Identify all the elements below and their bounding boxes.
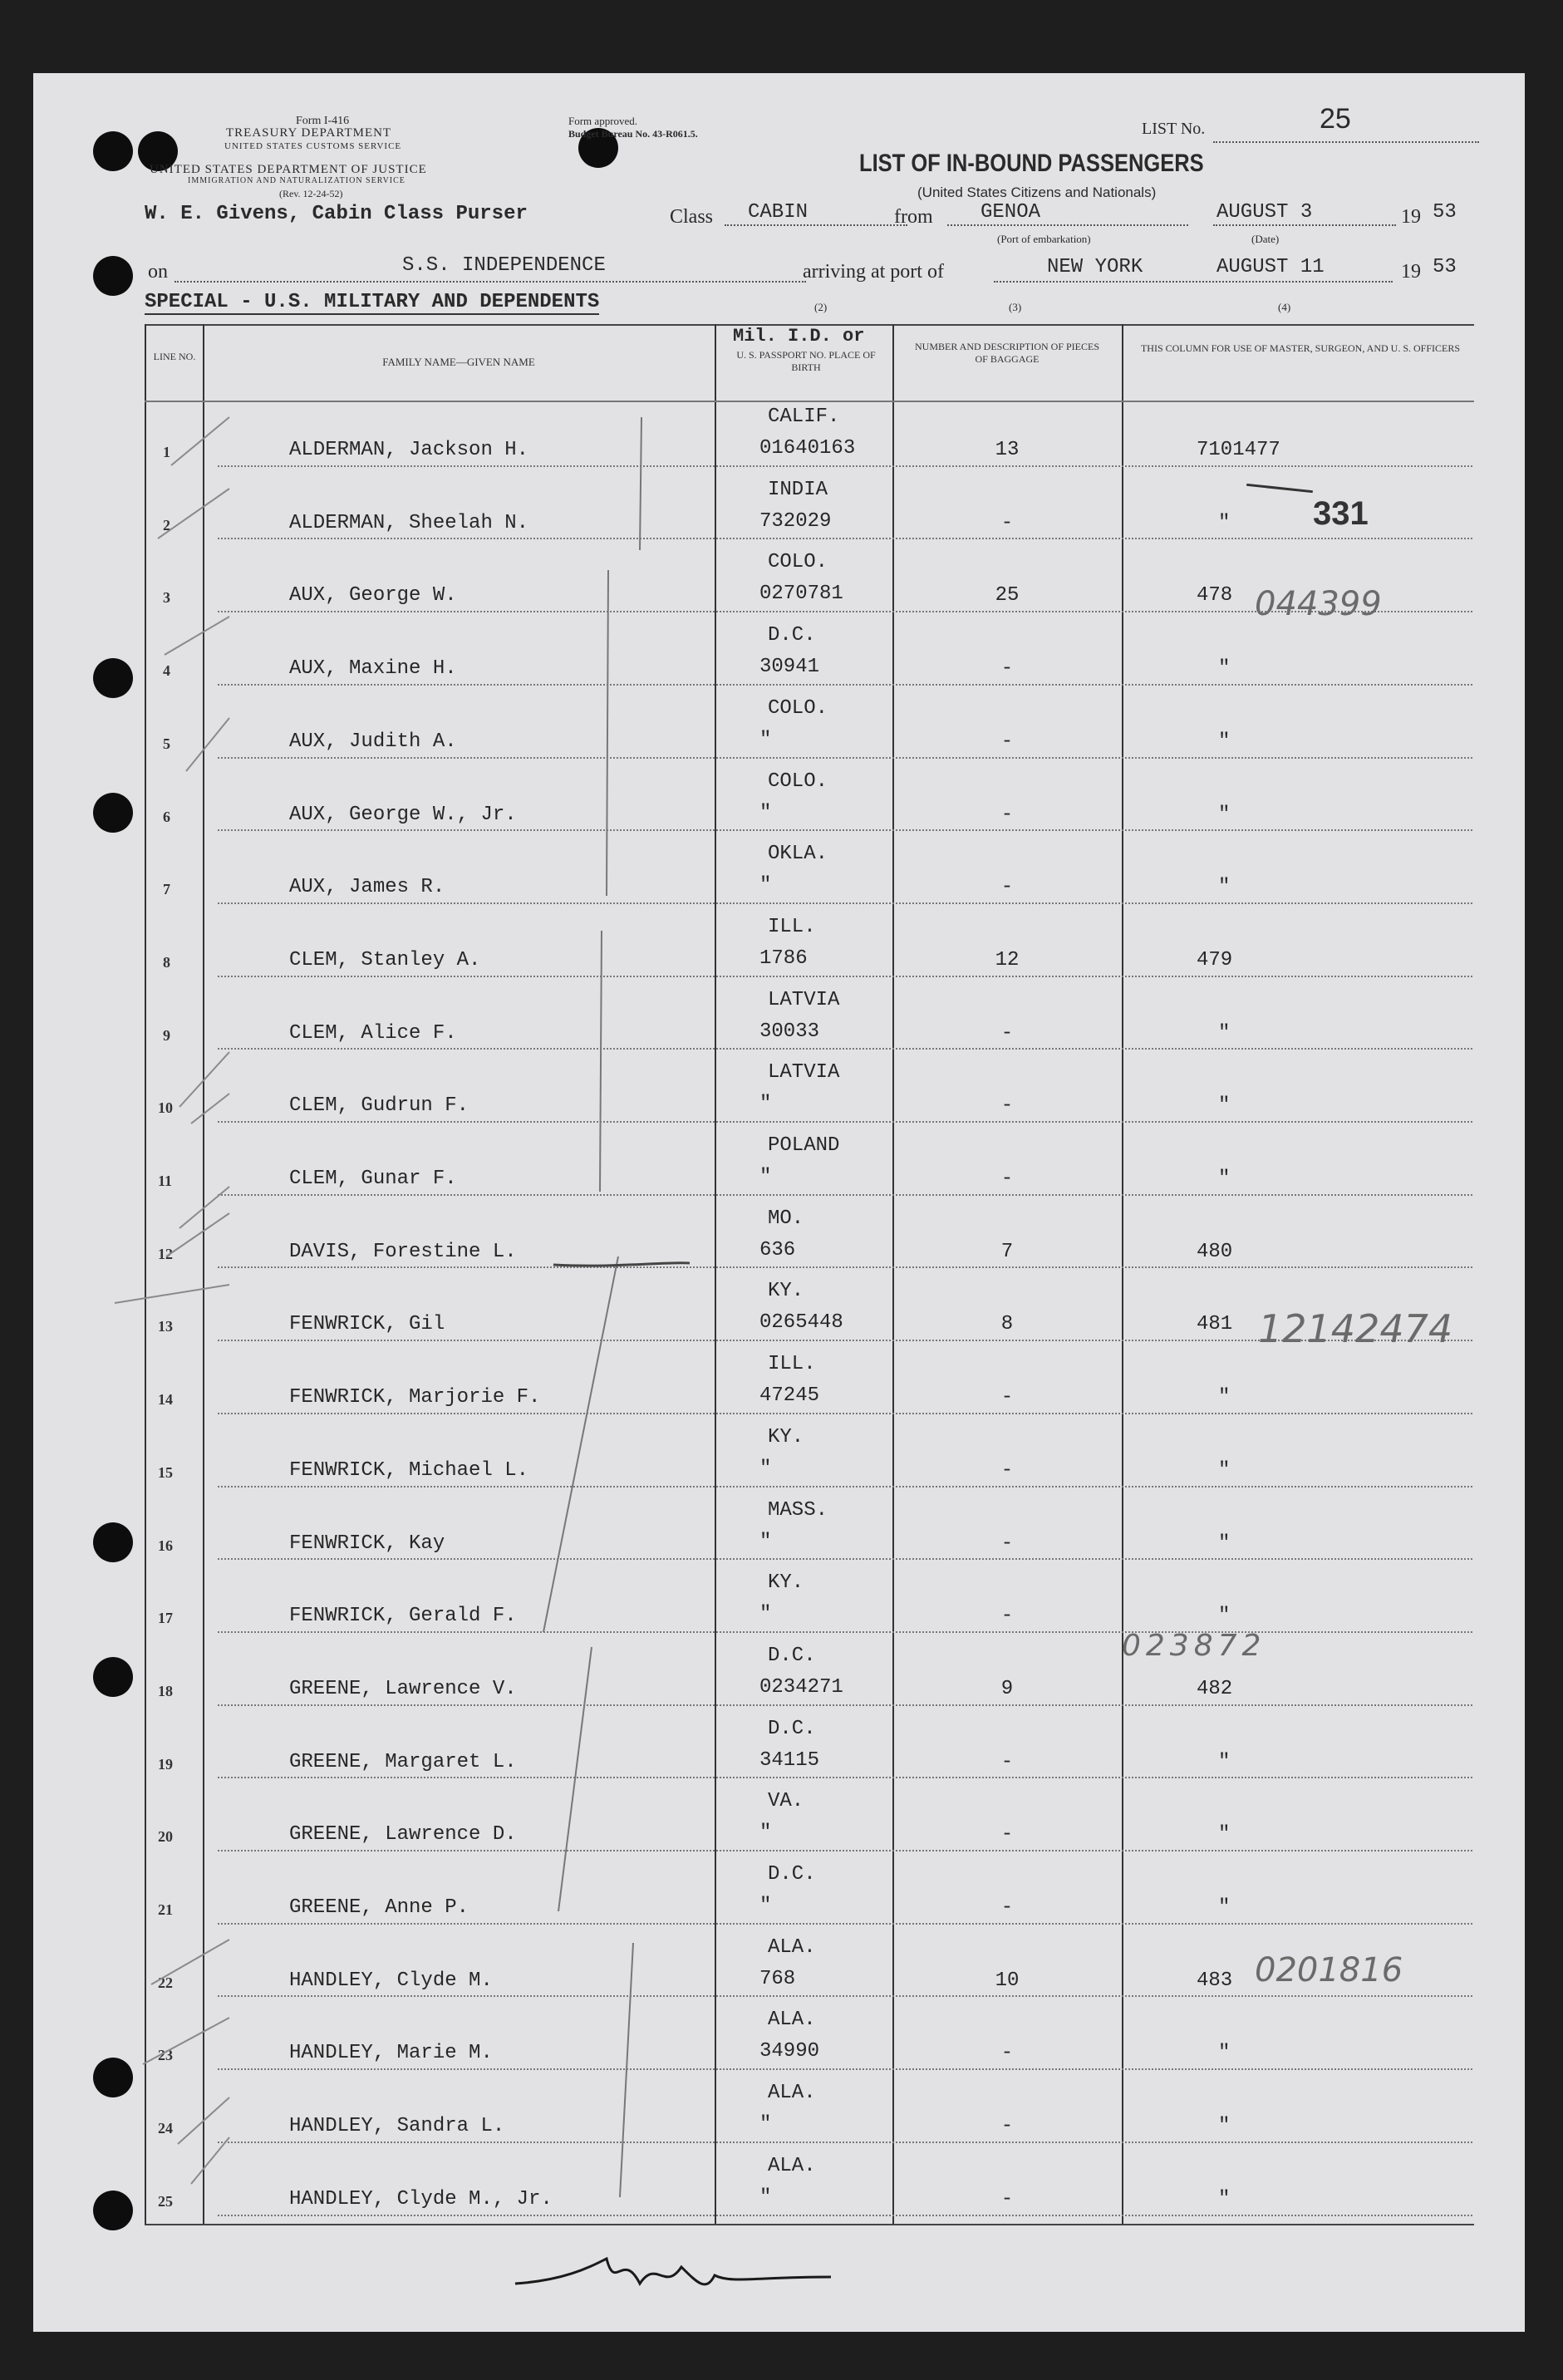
- place-of-birth: LATVIA: [768, 988, 840, 1011]
- passenger-name: HANDLEY, Marie M.: [289, 2042, 493, 2065]
- col-num-2: (2): [814, 301, 828, 313]
- passport-number: 30941: [759, 656, 820, 679]
- officer-entry: ": [1218, 1750, 1231, 1773]
- officer-entry: ": [1218, 657, 1231, 681]
- passport-number: ": [759, 1166, 772, 1188]
- passenger-name: GREENE, Lawrence V.: [289, 1677, 517, 1700]
- officer-entry: ": [1218, 2042, 1231, 2065]
- officer-entry: ": [1218, 511, 1231, 534]
- passenger-name: GREENE, Margaret L.: [289, 1750, 517, 1773]
- officer-entry: 482: [1197, 1677, 1233, 1700]
- passport-number: ": [759, 728, 772, 751]
- row-line-number: 7: [163, 881, 170, 898]
- treasury-dept: TREASURY DEPARTMENT: [226, 126, 392, 140]
- form-approved: Form approved.: [568, 115, 638, 127]
- handwritten-number: 0201816: [1255, 1951, 1403, 1989]
- officer-entry: 481: [1197, 1313, 1233, 1336]
- year-arrival: 53: [1433, 256, 1457, 278]
- row-line-number: 8: [163, 953, 170, 971]
- place-of-birth: D.C.: [768, 1717, 816, 1740]
- passport-number: 34115: [759, 1748, 820, 1772]
- passenger-name: CLEM, Alice F.: [289, 1021, 457, 1045]
- passport-number: ": [759, 874, 772, 897]
- row-line-number: 22: [158, 1974, 173, 1991]
- special-note: SPECIAL - U.S. MILITARY AND DEPENDENTS: [145, 291, 600, 313]
- baggage-count: -: [1000, 1823, 1014, 1846]
- passport-number: 47245: [759, 1384, 820, 1408]
- baggage-count: -: [1000, 876, 1014, 899]
- row-line-number: 24: [158, 2120, 173, 2137]
- row-line-number: 13: [158, 1318, 173, 1335]
- passenger-name: AUX, Judith A.: [289, 730, 457, 753]
- row-line-number: 19: [158, 1755, 173, 1773]
- place-of-birth: ILL.: [768, 915, 816, 938]
- signature: [499, 2234, 848, 2309]
- justice-dept: UNITED STATES DEPARTMENT OF JUSTICE: [150, 163, 427, 176]
- place-of-birth: CALIF.: [768, 406, 840, 428]
- passenger-name: AUX, James R.: [289, 876, 445, 899]
- page-title: LIST OF IN-BOUND PASSENGERS: [859, 150, 1204, 177]
- officer-entry: 7101477: [1197, 439, 1280, 461]
- passenger-name: ALDERMAN, Sheelah N.: [289, 511, 529, 534]
- form-number: Form I-416: [296, 115, 350, 127]
- page-subtitle: (United States Citizens and Nationals): [917, 184, 1157, 200]
- officer-entry: ": [1218, 1386, 1231, 1409]
- row-line-number: 12: [158, 1245, 173, 1262]
- baggage-count: 13: [995, 439, 1020, 461]
- place-of-birth: KY.: [768, 1571, 804, 1595]
- baggage-count: -: [1000, 2187, 1014, 2210]
- class-label: Class: [670, 206, 714, 228]
- ins-service: IMMIGRATION AND NATURALIZATION SERVICE: [188, 176, 405, 185]
- col-header-officers: THIS COLUMN FOR USE OF MASTER, SURGEON, AND U. S. OFFICERS: [1140, 342, 1461, 354]
- place-of-birth: VA.: [768, 1790, 804, 1813]
- passenger-name: AUX, George W.: [289, 584, 457, 607]
- passport-number: ": [759, 801, 772, 824]
- passport-number: ": [759, 1457, 772, 1480]
- row-line-number: 18: [158, 1682, 173, 1699]
- baggage-count: 8: [1000, 1313, 1014, 1336]
- passenger-name: ALDERMAN, Jackson H.: [289, 439, 529, 461]
- baggage-count: 7: [1000, 1240, 1014, 1263]
- baggage-count: 9: [1000, 1677, 1014, 1700]
- passenger-name: DAVIS, Forestine L.: [289, 1240, 517, 1263]
- passenger-name: CLEM, Stanley A.: [289, 948, 481, 971]
- year-prefix: 19: [1401, 206, 1421, 228]
- officer-entry: ": [1218, 876, 1231, 899]
- handwritten-number: 044399: [1255, 585, 1382, 623]
- col-header-line: LINE NO.: [153, 351, 196, 362]
- class-value: CABIN: [748, 201, 809, 224]
- place-of-birth: INDIA: [768, 478, 828, 501]
- passenger-name: GREENE, Anne P.: [289, 1896, 469, 1919]
- date-arrival: AUGUST 11: [1216, 256, 1325, 278]
- passport-number: ": [759, 1093, 772, 1116]
- officer-entry: ": [1218, 1168, 1231, 1190]
- row-line-number: 5: [163, 735, 170, 752]
- officer-entry: ": [1218, 1823, 1231, 1846]
- place-of-birth: COLO.: [768, 696, 828, 720]
- place-of-birth: ALA.: [768, 2082, 816, 2105]
- officer-entry: ": [1218, 1532, 1231, 1555]
- baggage-count: -: [1000, 1168, 1014, 1190]
- baggage-count: 12: [995, 948, 1020, 971]
- row-line-number: 3: [163, 589, 170, 607]
- col-header-passport: U. S. PASSPORT NO. PLACE OF BIRTH: [736, 349, 876, 373]
- passport-number: ": [759, 1530, 772, 1553]
- passenger-name: AUX, Maxine H.: [289, 657, 457, 681]
- date-departure: AUGUST 3: [1216, 201, 1313, 224]
- col-header-baggage: NUMBER AND DESCRIPTION OF PIECES OF BAGGAGE: [914, 341, 1100, 365]
- passenger-name: FENWRICK, Michael L.: [289, 1458, 529, 1482]
- pencil-marks: [33, 73, 1525, 2332]
- passport-number: 636: [759, 1238, 796, 1261]
- baggage-count: 10: [995, 1969, 1020, 1992]
- arrival-port: NEW YORK: [1047, 256, 1143, 278]
- baggage-count: -: [1000, 730, 1014, 753]
- passport-number: 768: [759, 1967, 796, 1990]
- baggage-count: -: [1000, 1750, 1014, 1773]
- officer-entry: ": [1218, 1021, 1231, 1045]
- officer-entry: ": [1218, 1896, 1231, 1919]
- year-prefix: 19: [1401, 261, 1421, 283]
- passenger-name: FENWRICK, Gerald F.: [289, 1605, 517, 1628]
- row-line-number: 10: [158, 1099, 173, 1117]
- place-of-birth: ALA.: [768, 2154, 816, 2177]
- baggage-count: -: [1000, 1605, 1014, 1628]
- from-label: from: [894, 206, 933, 228]
- baggage-count: -: [1000, 657, 1014, 681]
- place-of-birth: MASS.: [768, 1498, 828, 1522]
- place-of-birth: ILL.: [768, 1353, 816, 1376]
- row-line-number: 2: [163, 516, 170, 534]
- officer-entry: ": [1218, 2187, 1231, 2210]
- officer-entry: 483: [1197, 1969, 1233, 1992]
- passport-number: 0270781: [759, 583, 843, 606]
- revision: (Rev. 12-24-52): [279, 188, 343, 199]
- passenger-name: CLEM, Gunar F.: [289, 1168, 457, 1190]
- officer-entry: ": [1218, 730, 1231, 753]
- baggage-count: -: [1000, 1021, 1014, 1045]
- baggage-count: -: [1000, 511, 1014, 534]
- baggage-count: 25: [995, 584, 1020, 607]
- passenger-name: FENWRICK, Gil: [289, 1313, 445, 1336]
- place-of-birth: D.C.: [768, 1644, 816, 1667]
- row-line-number: 9: [163, 1026, 170, 1044]
- purser-name: W. E. Givens, Cabin Class Purser: [145, 203, 528, 225]
- customs-service: UNITED STATES CUSTOMS SERVICE: [224, 141, 402, 151]
- list-number: 25: [1320, 103, 1351, 135]
- place-of-birth: COLO.: [768, 770, 828, 793]
- row-line-number: 14: [158, 1391, 173, 1409]
- passport-number: 0265448: [759, 1311, 843, 1335]
- on-label: on: [148, 261, 168, 283]
- place-of-birth: ALA.: [768, 2009, 816, 2032]
- row-line-number: 21: [158, 1901, 173, 1918]
- baggage-count: -: [1000, 1458, 1014, 1482]
- passport-number: 1786: [759, 947, 808, 970]
- passport-number: ": [759, 1822, 772, 1845]
- year-departure: 53: [1433, 201, 1457, 224]
- passport-number: 34990: [759, 2040, 820, 2063]
- place-of-birth: D.C.: [768, 1863, 816, 1886]
- passport-number: 01640163: [759, 437, 856, 460]
- row-line-number: 4: [163, 662, 170, 680]
- row-line-number: 17: [158, 1610, 173, 1627]
- baggage-count: -: [1000, 2042, 1014, 2065]
- passport-number: ": [759, 1895, 772, 1917]
- passenger-name: GREENE, Lawrence D.: [289, 1823, 517, 1846]
- passenger-name: HANDLEY, Clyde M.: [289, 1969, 493, 1992]
- date-caption: (Date): [1251, 233, 1280, 245]
- row-line-number: 11: [158, 1173, 173, 1189]
- col-num-4: (4): [1278, 301, 1291, 313]
- row-line-number: 23: [158, 2047, 173, 2064]
- col-num-3: (3): [1009, 301, 1022, 313]
- place-of-birth: POLAND: [768, 1134, 840, 1157]
- passport-number: 0234271: [759, 1675, 843, 1699]
- baggage-count: -: [1000, 1094, 1014, 1118]
- stamp-number: 331: [1313, 495, 1369, 532]
- baggage-count: -: [1000, 1386, 1014, 1409]
- baggage-count: -: [1000, 1532, 1014, 1555]
- passenger-name: AUX, George W., Jr.: [289, 803, 517, 826]
- col-header-name: FAMILY NAME—GIVEN NAME: [382, 356, 535, 368]
- officer-entry: ": [1218, 1605, 1231, 1628]
- place-of-birth: COLO.: [768, 551, 828, 574]
- handwritten-number: 023872: [1122, 1629, 1266, 1663]
- list-no-label: LIST No.: [1142, 120, 1206, 138]
- passenger-name: HANDLEY, Sandra L.: [289, 2115, 505, 2138]
- ship-name: S.S. INDEPENDENCE: [402, 254, 606, 277]
- officer-entry: ": [1218, 1458, 1231, 1482]
- col-header-milid: Mil. I.D. or: [733, 326, 865, 347]
- row-line-number: 25: [158, 2192, 173, 2210]
- baggage-count: -: [1000, 2115, 1014, 2138]
- signature-mark: [499, 2234, 848, 2309]
- baggage-count: -: [1000, 803, 1014, 826]
- passport-number: ": [759, 2113, 772, 2137]
- baggage-count: -: [1000, 1896, 1014, 1919]
- passport-number: ": [759, 2186, 772, 2209]
- arriving-label: arriving at port of: [803, 261, 944, 283]
- officer-entry: ": [1218, 1094, 1231, 1118]
- passport-number: 30033: [759, 1020, 820, 1043]
- passenger-name: HANDLEY, Clyde M., Jr.: [289, 2187, 553, 2210]
- budget-bureau: Budget Bureau No. 43-R061.5.: [568, 128, 698, 140]
- row-line-number: 15: [158, 1463, 173, 1481]
- passenger-name: CLEM, Gudrun F.: [289, 1094, 469, 1118]
- port-caption: (Port of embarkation): [997, 233, 1091, 245]
- officer-entry: ": [1218, 2115, 1231, 2138]
- place-of-birth: MO.: [768, 1207, 804, 1230]
- place-of-birth: D.C.: [768, 624, 816, 647]
- row-line-number: 20: [158, 1828, 173, 1846]
- place-of-birth: KY.: [768, 1280, 804, 1303]
- row-line-number: 6: [163, 808, 170, 825]
- place-of-birth: OKLA.: [768, 843, 828, 866]
- passport-number: ": [759, 1603, 772, 1626]
- place-of-birth: KY.: [768, 1425, 804, 1448]
- row-line-number: 1: [163, 444, 170, 460]
- handwritten-number: 12142474: [1258, 1306, 1453, 1351]
- passport-number: 732029: [759, 509, 832, 533]
- document-page: [33, 73, 1525, 2332]
- officer-entry: ": [1218, 803, 1231, 826]
- passenger-name: FENWRICK, Kay: [289, 1532, 445, 1555]
- officer-entry: 480: [1197, 1240, 1233, 1263]
- passenger-name: FENWRICK, Marjorie F.: [289, 1386, 541, 1409]
- officer-entry: 479: [1197, 948, 1233, 971]
- place-of-birth: ALA.: [768, 1935, 816, 1959]
- row-line-number: 16: [158, 1537, 173, 1554]
- from-value: GENOA: [981, 201, 1041, 224]
- officer-entry: 478: [1197, 584, 1233, 607]
- place-of-birth: LATVIA: [768, 1061, 840, 1084]
